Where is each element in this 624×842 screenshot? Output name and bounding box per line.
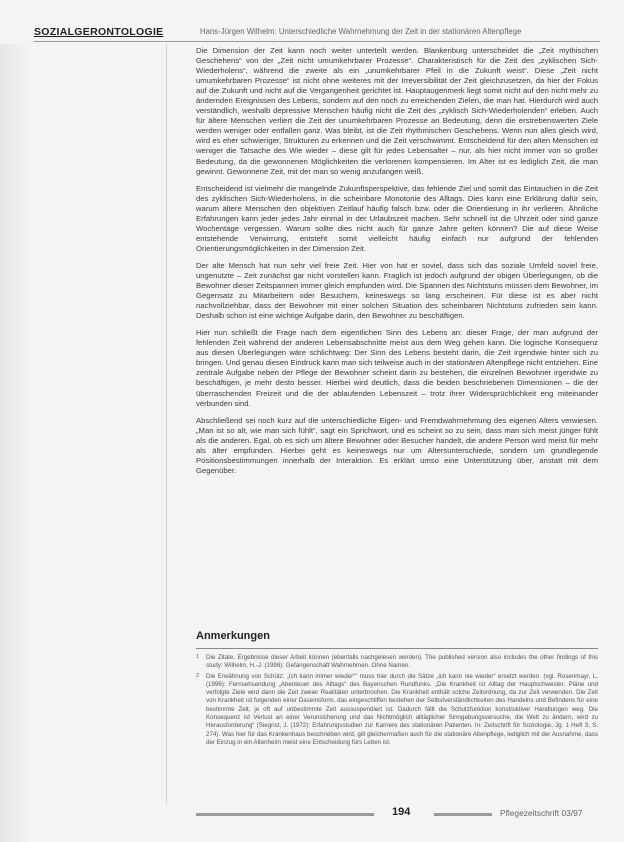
- header-rule: [34, 41, 600, 42]
- page-number: 194: [392, 806, 411, 818]
- notes-heading: Anmerkungen: [196, 630, 270, 642]
- margin-divider: [166, 44, 167, 804]
- footnote-text: Die Erwähnung von Schütz: „Ich kann immer wieder“” muss hier durch die Sätze „ich kann nie wieder“ ersetzt werden. (vgl. Rosenmayr, L. (1996): Fernsehsendung „Abenteuer des Alltags“ des Bayerischen Rundfunks. „Die Krankheit ist Alltag der Hauptschwester. Pläne und verfolgte Ziele wird dann die Zeit zweier Realitäten unterbrochen. Die Krankheit enthält solche Zeitordnung, da zur Zeit verwenden. Die Zeit von Krankheit ist folgenden einer Daseinsform, das eingeschliffen bestehen der Selbstverständlichkeiten des Handelns und Befindens für eine bestimmte Zeit, je oft auf unbestimmte Zeit aussuspendiert ist. Dadurch fällt die Schutzfunktion konstruktiver Handlungen weg. Die Konsequenz ist Verlust an einer Verunsicherung und das Nichtmöglich alltäglicher Sinngebungsversuche, die Welt zu ändern, wird zu Herausforderung“ (Siegrist, J. (1972): Erfahrungsstudien zur Karriere des stationären Patienten. In: Zeitschrift für Soziologie, Jg. 1 Heft 3, S. 274). Was hier für das Krankenhaus beschrieben wird, gilt gleichermaßen auch für die stationäre Altenpflege, lediglich mit der Ausnahme, dass der Einzug in ein Altenheim meist eine Entscheidung fürs Leben ist.: [206, 672, 598, 746]
- running-title: Hans-Jürgen Wilhelm: Unterschiedliche Wahrnehmung der Zeit in der stationären Altenpflege: [200, 27, 522, 36]
- footnote: [196, 672, 598, 748]
- journal-issue: Pflegezeitschrift 03/97: [500, 808, 583, 818]
- footnote: [196, 654, 598, 671]
- notes-section: [196, 630, 598, 749]
- body-paragraph: Entscheidend ist vielmehr die mangelnde Zukunftsperspektive, das fehlende Ziel und somit das Eintauchen in die Zeit des zyklischen Sich-Wiederholens, in die scheinbare Monotonie des Alltags. Dies kann eine Erklärung dafür sein, warum ältere Menschen den objektiven Zeitlauf häufig falsch bzw. oder die Orientierung in ihr verlieren. Ähnliche Erfahrungen kann jeder jedes Jahr einmal in der Urlaubszeit machen. Sehr schnell ist die Uhrzeit oder sind ganze Wochentage vergessen. Warum sollte dies nicht auch für ganze Jahre gelten können? Die auf diese Weise entstehende Verwirrung, entsteht somit vielleicht häufig einfach nur aufgrund der fehlenden Orientierungsmöglichkeiten in der Dimension Zeit.: [196, 183, 598, 253]
- footnote-number: 2: [196, 672, 200, 679]
- left-margin-shade: [0, 44, 30, 842]
- footnote-number: 1: [196, 654, 200, 660]
- body-paragraph: Hier nun schließt die Frage nach dem eigentlichen Sinn des Lebens an: dieser Frage, der man aufgrund der fehlenden Zeit während der anderen Lebensabschnitte meist aus dem Weg gehen kann. Die logische Konsequenz aus diesen Überlegungen wäre schlichtweg: Der Sinn des Lebens besteht darin, die Zeit irgendwie hinter sich zu bringen. Und genau diesen Eindruck kann man sich teilweise auch in der stationären Altenpflege nicht entziehen. Eine zentrale Aufgabe neben der Pflege der Bewohner scheint darin zu bestehen, die einzelnen Bewohner irgendwie zu beschäftigen, je mehr desto besser. Hierbei wird deutlich, dass die beiden beschriebenen Dimensionen – die der überraschenden Freizeit und die der ablaufenden Lebenszeit – trotz ihrer Widersprüchlichkeit eng miteinander verbunden sind.: [196, 328, 598, 408]
- body-paragraph: Der alte Mensch hat nun sehr viel freie Zeit. Hier von hat er soviel, dass sich das soziale Umfeld soviel freie, ungenutzte – Zeit zunächst gar nicht vorstellen kann. Fraglich ist jedoch aufgrund der obigen Überlegungen, ob die Bewohner dieser Zeitspannen immer gleich empfunden wird. Die Spannen des Nichtstuns müssen dem Bewohner, im Gegensatz zu Mitarbeitern oder Besuchern, keineswegs so lang erscheinen. Für diese ist es aber nicht nachvollziehbar, dass der Bewohner mit einer solchen Situation des scheinbaren Nichtstuns zufrieden sein kann. Deshalb schon ist eine wichtige Aufgabe darin, den Bewohner zu beschäftigen.: [196, 260, 598, 321]
- notes-rule: [196, 648, 598, 649]
- body-paragraph: Die Dimension der Zeit kann noch weiter unterteilt werden. Blankenburg unterscheidet die „Zeit mythischen Geschehens“ von der „Zeit nicht umumkehrbarer Prozesse“. Charakteristisch für die Zeit des „zyklischen Sich-Wiederholens“, während die zweite als ein „unumkehrbarer Pfeil in die Zukunft weist“. Diese „Zeit nicht umumkehrbaren Prozesse“ ist nicht ohne weiteres mit der Irreversibilität der Zeit gleichzusetzen, da hier der Fokus auf die Zukunft und nicht auf die Vergangenheit gerichtet ist. Hauptaugenmerk liegt somit nicht auf den nicht mehr zu ändernden Ereignissen des Lebens, sondern auf den noch zu erreichenden Zielen, die man hat. Hierdurch wird auch verständlich, weshalb depressive Menschen häufig nicht die Zeit des „zyklisch Sich-Wiederholenden“ erleben. Auch für ältere Menschen verliert die Zeit der unumkehrbaren Prozesse an Bedeutung, denn die erstrebenswerten Ziele werden weniger oder entfallen ganz. Was bleibt, ist die Zeit rhythmischen Geschehens. Wenn nun alles gleich wird, wird es eher schwieriger, Strukturen zu erkennen und die Zeit verschwimmt. Entscheidend für den alten Menschen ist weniger die Tatsache des Wie wieder – diese gilt für jedes Lebensalter – nur, als hier nicht immer von so großer Bedeutung, da die gewonnenen Möglichkeiten die verlorenen kompensieren. Im Alter ist es lediglich Zeit, die man gewinnt. Gewonnene Zeit, mit der man so wenig anzufangen weiß.: [196, 46, 598, 176]
- footer-rule: [196, 813, 374, 816]
- article-body: [196, 46, 598, 483]
- footer-rule: [434, 813, 492, 816]
- footnote-text: Die Zitate. Ergebnisse dieser Arbeit können (ebenfalls nachgelesen werden). The published version also includes the other findings of this study: Wilhelm, H.-J. (1998): Gefangenschaft Wahrnehmen. Ohne Namen.: [206, 654, 598, 670]
- page-footer: [196, 806, 600, 826]
- body-paragraph: Abschließend sei noch kurz auf die unterschiedliche Eigen- und Fremdwahrnehmung des eigenen Alters verwiesen. „Man ist so alt, wie man sich fühlt“, sagt ein Sprichwort, und es scheint so zu sein, dass man sich meist jünger fühlt als die anderen. Egal, ob es sich um ältere Bewohner oder Besucher handelt, die andere Person wird meist für mehr als älter empfunden. Hierbei geht es keineswegs nur um Altersunterschiede, sondern um grundlegende Positionsbestimmungen innerhalb der Interaktion. Es erklärt umso eine Unterstützung über, anstatt mit dem Gegenüber.: [196, 415, 598, 475]
- section-label: SOZIALGERONTOLOGIE: [34, 26, 164, 38]
- running-header: [34, 24, 602, 42]
